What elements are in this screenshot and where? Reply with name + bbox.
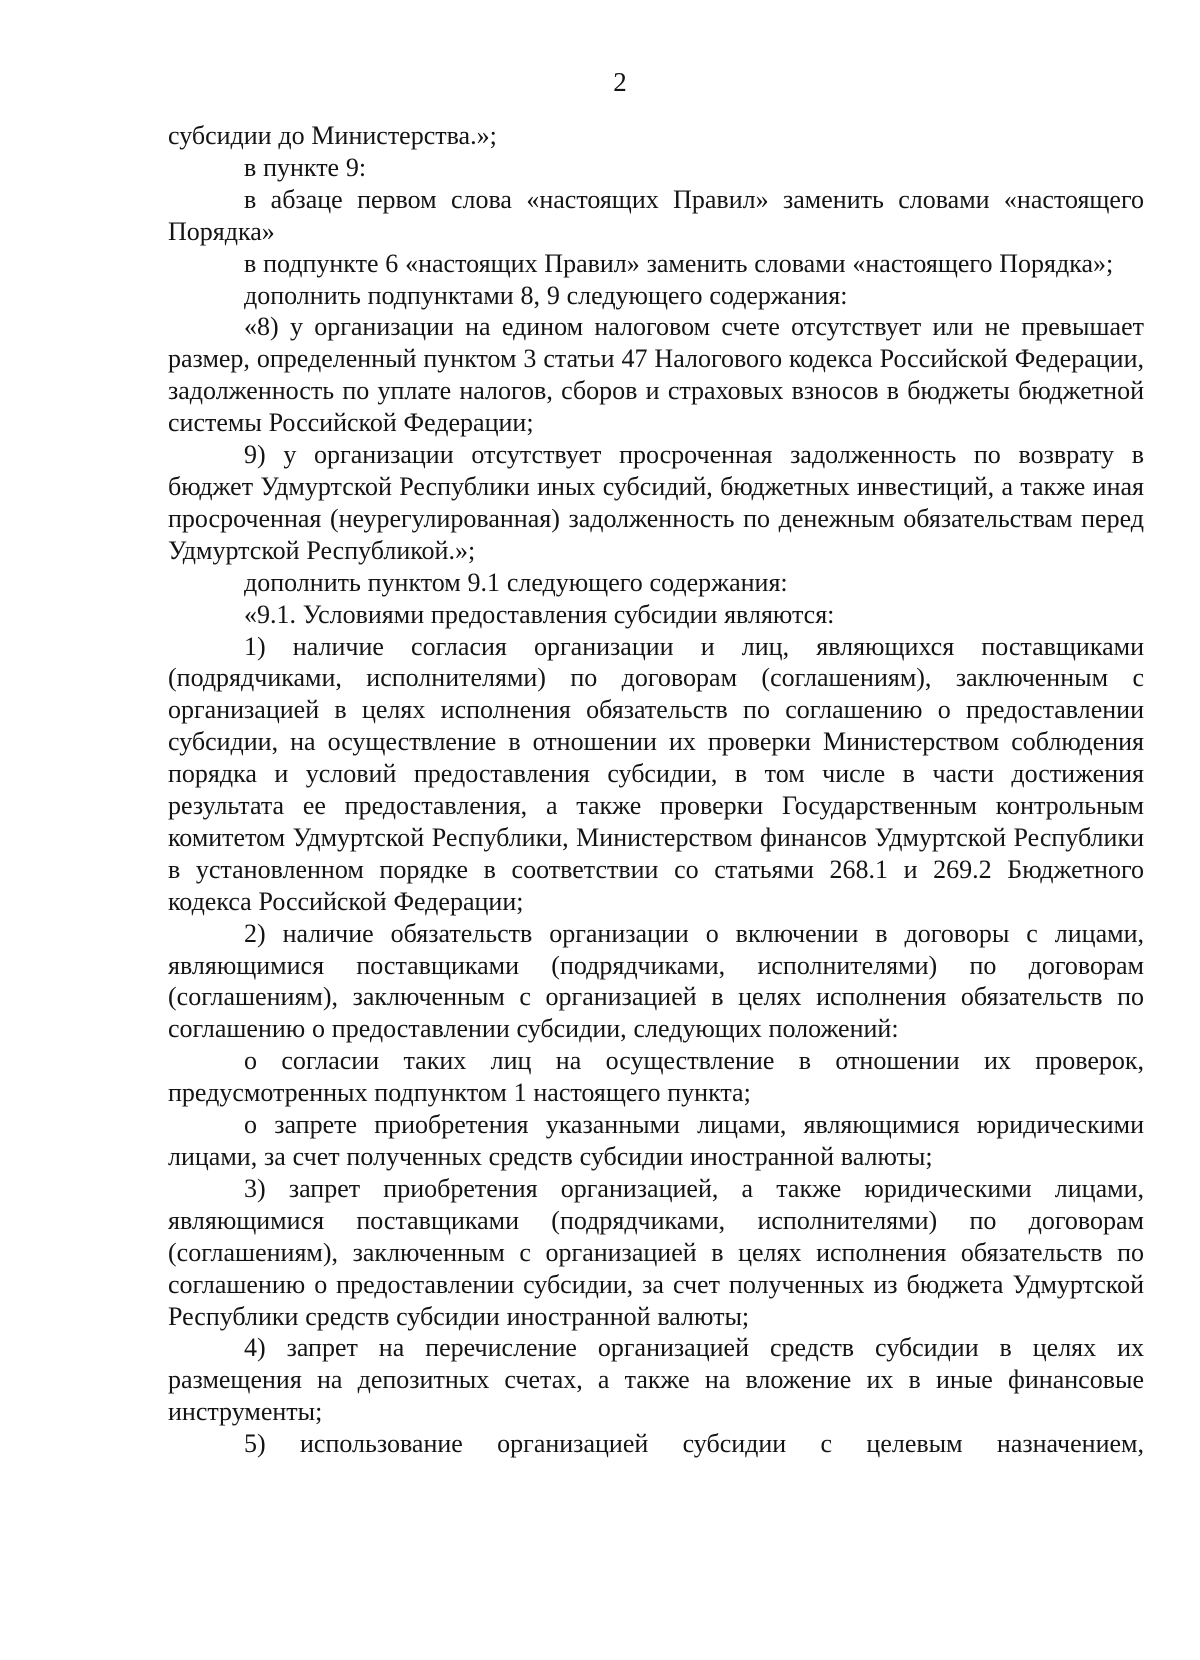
document-body: [168, 120, 1144, 1460]
paragraph: в абзаце первом слова «настоящих Правил» заменить словами «настоящего Порядка»: [168, 184, 1144, 246]
paragraph: «8) у организации на едином налоговом счете отсутствует или не превышает размер, определенный пунктом 3 статьи 47 Налогового кодекса Российской Федерации, задолженность по уплате налогов, сборов и страховых взносов в бюджеты бюджетной системы Российской Федерации;: [168, 312, 1144, 438]
paragraph: 5) использование организацией субсидии с целевым назначением,: [244, 1429, 1144, 1459]
paragraph: 1) наличие согласия организации и лиц, являющихся поставщиками (подрядчиками, исполнителями) по договорам (соглашениям), заключенным с организацией в целях исполнения обязательств по соглашению о предоставлении субсидии, на осуществление в отношении их проверки Министерством соблюдения порядка и условий предоставления субсидии, в том числе в части достижения результата ее предоставления, а также проверки Государственным контрольным комитетом Удмуртской Республики, Министерством финансов Удмуртской Республики в установленном порядке в соответствии со статьями 268.1 и 269.2 Бюджетного кодекса Российской Федерации;: [168, 631, 1144, 916]
paragraph: в пункте 9:: [244, 152, 367, 182]
page-number: 2: [613, 67, 627, 97]
paragraph: 2) наличие обязательств организации о включении в договоры с лицами, являющимися поставщиками (подрядчиками, исполнителями) по договорам (соглашениям), заключенным с организацией в целях исполнения обязательств по соглашению о предоставлении субсидии, следующих положений:: [168, 918, 1144, 1044]
paragraph: 4) запрет на перечисление организацией средств субсидии в целях их размещения на депозитных счетах, а также на вложение их в иные финансовые инструменты;: [168, 1333, 1144, 1427]
paragraph: в подпункте 6 «настоящих Правил» заменить словами «настоящего Порядка»;: [244, 248, 1114, 278]
paragraph: о запрете приобретения указанными лицами, являющимися юридическими лицами, за счет полученных средств субсидии иностранной валюты;: [168, 1110, 1144, 1171]
paragraph: 9) у организации отсутствует просроченная задолженность по возврату в бюджет Удмуртской Республики иных субсидий, бюджетных инвестиций, а также иная просроченная (неурегулированная) задолженность по денежным обязательствам перед Удмуртской Республикой.»;: [168, 440, 1144, 565]
paragraph: о согласии таких лиц на осуществление в отношении их проверок, предусмотренных подпунктом 1 настоящего пункта;: [168, 1046, 1144, 1108]
paragraph: «9.1. Условиями предоставления субсидии являются:: [244, 599, 835, 629]
paragraph: дополнить подпунктами 8, 9 следующего содержания:: [244, 280, 848, 310]
paragraph: субсидии до Министерства.»;: [168, 121, 497, 150]
paragraph: дополнить пунктом 9.1 следующего содержания:: [244, 567, 788, 597]
paragraph: 3) запрет приобретения организацией, а также юридическими лицами, являющимися поставщиками (подрядчиками, исполнителями) по договорам (соглашениям), заключенным с организацией в целях исполнения обязательств по соглашению о предоставлении субсидии, за счет полученных из бюджета Удмуртской Республики средств субсидии иностранной валюты;: [168, 1173, 1144, 1331]
